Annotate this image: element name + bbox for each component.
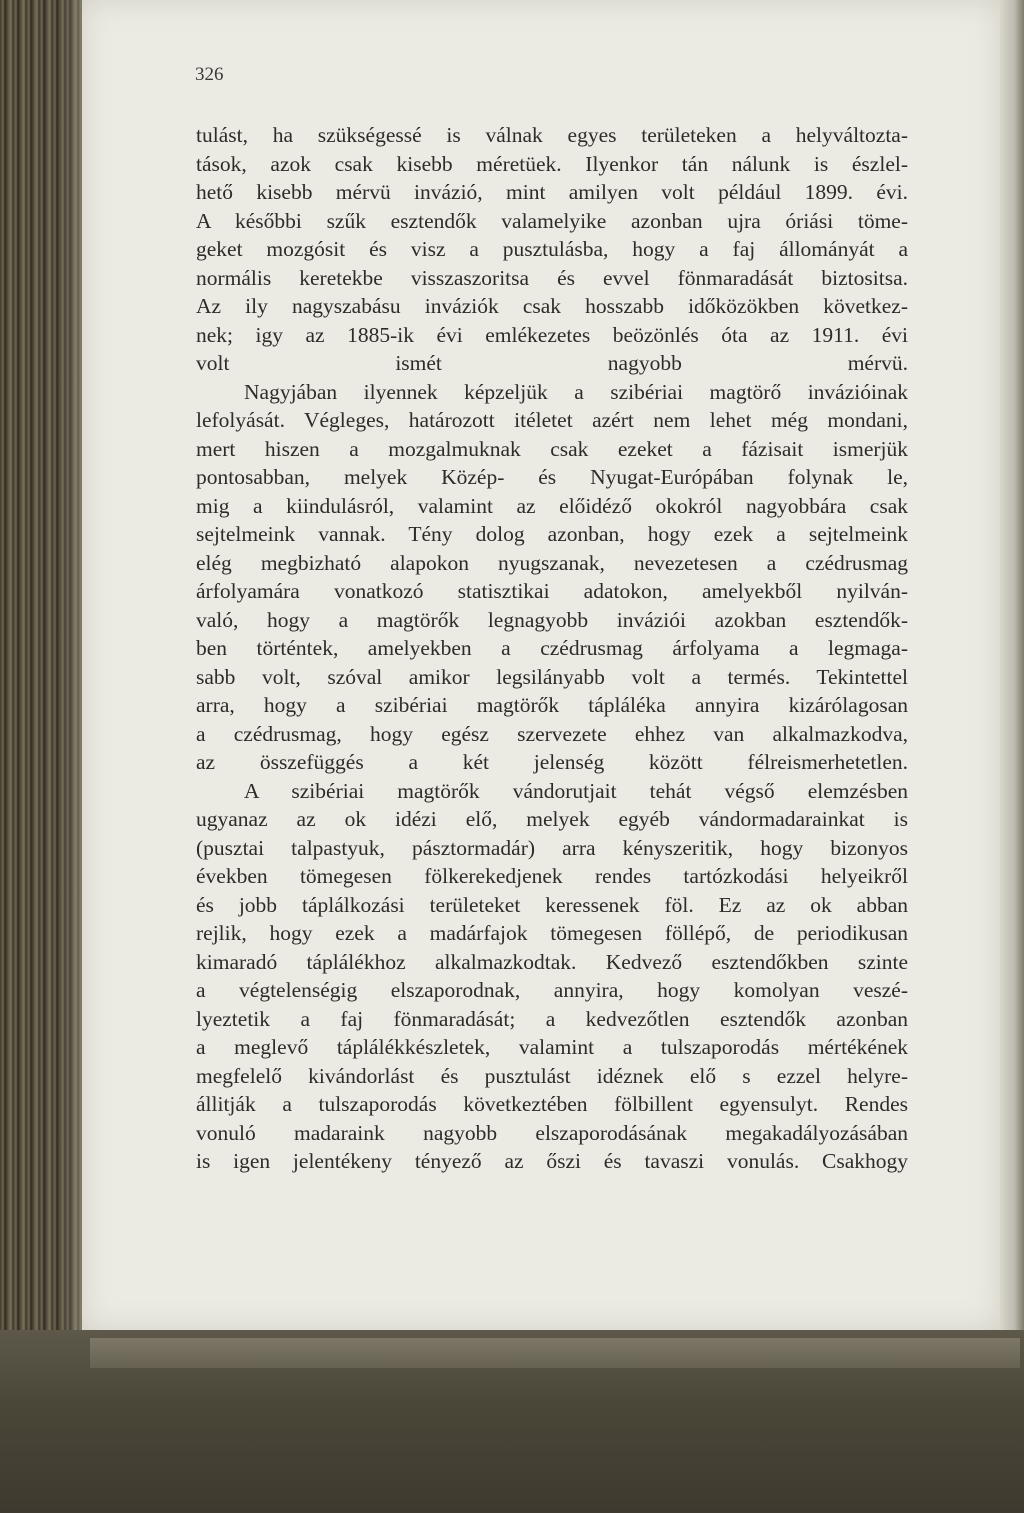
text-line: tulást, ha szükségessé is válnak egyes területeken a helyváltozta- (196, 123, 908, 147)
text-line: nek; igy az 1885-ik évi emlékezetes beözönlés óta az 1911. évi (196, 322, 908, 347)
text-line: (pusztai talpastyuk, pásztormadár) arra kényszeritik, hogy bizonyos (196, 835, 908, 860)
paragraph-1 (196, 121, 908, 378)
text-line: Az ily nagyszabásu inváziók csak hosszabb időközökben következ- (196, 294, 908, 318)
text-line: A későbbi szűk esztendők valamelyike azonban ujra óriási tömе- (196, 208, 908, 233)
text-line: árfolyamára vonatkozó statisztikai adatokon, amelyekből nyilván- (196, 579, 908, 603)
page-right-edge (1000, 0, 1024, 1330)
text-line: ben történtek, amelyekben a czédrusmag árfolyama a legmaga- (196, 636, 908, 660)
text-line: tások, azok csak kisebb méretüek. Ilyenkor tán nálunk is észlel- (196, 151, 908, 176)
text-line: hető kisebb mérvü invázió, mint amilyen volt például 1899. évi. (196, 180, 908, 204)
text-line: a meglevő táplálékkészletek, valamint a tulszaporodás mértékének (196, 1035, 908, 1059)
paragraph-3 (196, 777, 908, 1176)
binding-shadow (60, 0, 84, 1330)
text-line: pontosabban, melyek Közép- és Nyugat-Európában folynak le, (196, 465, 908, 489)
text-line: ugyanaz az ok idézi elő, melyek egyéb vándormadarainkat is (196, 807, 908, 831)
text-line: a végtelenségig elszaporodnak, annyira, hogy komolyan veszé- (196, 978, 908, 1002)
text-line: rejlik, hogy ezek a madárfajok tömegesen föllépő, de periodikusan (196, 921, 908, 945)
text-line: Nagyjában ilyennek képzeljük a szibériai magtörő invázióinak (244, 379, 908, 404)
page-number: 326 (195, 64, 224, 85)
body-text (196, 121, 908, 1176)
text-line: vonuló madaraink nagyobb elszaporodásának megakadályozásában (196, 1120, 908, 1145)
text-line: állitják a tulszaporodás következtében fölbillent egyensulyt. Rendes (196, 1092, 908, 1116)
text-line: arra, hogy a szibériai magtörők tápláléka annyira kizárólagosan (196, 693, 908, 717)
text-line: az összefüggés a két jelenség között félreismerhetetlen. (196, 750, 908, 774)
text-line: megfelelő kivándorlást és pusztulást idéznek elő s ezzel helyre- (196, 1063, 908, 1088)
text-line: években tömegesen fölkerekedjenek rendes tartózkodási helyeikről (196, 864, 908, 888)
text-line: mert hiszen a mozgalmuknak csak ezeket a fázisait ismerjük (196, 436, 908, 461)
text-line: volt ismét nagyobb mérvü. (196, 351, 908, 375)
text-line: lefolyását. Végleges, határozott itéletet azért nem lehet még mondani, (196, 408, 908, 432)
text-line: való, hogy a magtörők legnagyobb inváziói azokban esztendők- (196, 607, 908, 632)
paragraph-2 (196, 378, 908, 777)
text-line: normális keretekbe visszaszoritsa és evvel fönmaradását biztositsa. (196, 265, 908, 290)
page-stack-edge (90, 1338, 1020, 1368)
text-line: kimaradó táplálékhoz alkalmazkodtak. Kedvező esztendőkben szinte (196, 949, 908, 974)
text-line: elég megbizható alapokon nyugszanak, nevezetesen a czédrusmag (196, 550, 908, 575)
text-line: A szibériai magtörők vándorutjait tehát végső elemzésben (244, 778, 908, 803)
text-line: sejtelmeink vannak. Tény dolog azonban, hogy ezek a sejtelmeink (196, 522, 908, 546)
text-line: a czédrusmag, hogy egész szervezete ehhez van alkalmazkodva, (196, 721, 908, 746)
text-line: mig a kiindulásról, valamint az előidéző okokról nagyobbára csak (196, 493, 908, 518)
text-line: sabb volt, szóval amikor legsilányabb volt a termés. Tekintettel (196, 664, 908, 689)
text-line: geket mozgósit és visz a pusztulásba, hogy a faj állományát a (196, 237, 908, 261)
text-line: és jobb táplálkozási területeket keressenek föl. Ez az ok abban (196, 892, 908, 917)
text-line: lyeztetik a faj fönmaradását; a kedvezőtlen esztendők azonban (196, 1006, 908, 1031)
text-line: is igen jelentékeny tényező az őszi és tavaszi vonulás. Csakhogy (196, 1149, 908, 1173)
